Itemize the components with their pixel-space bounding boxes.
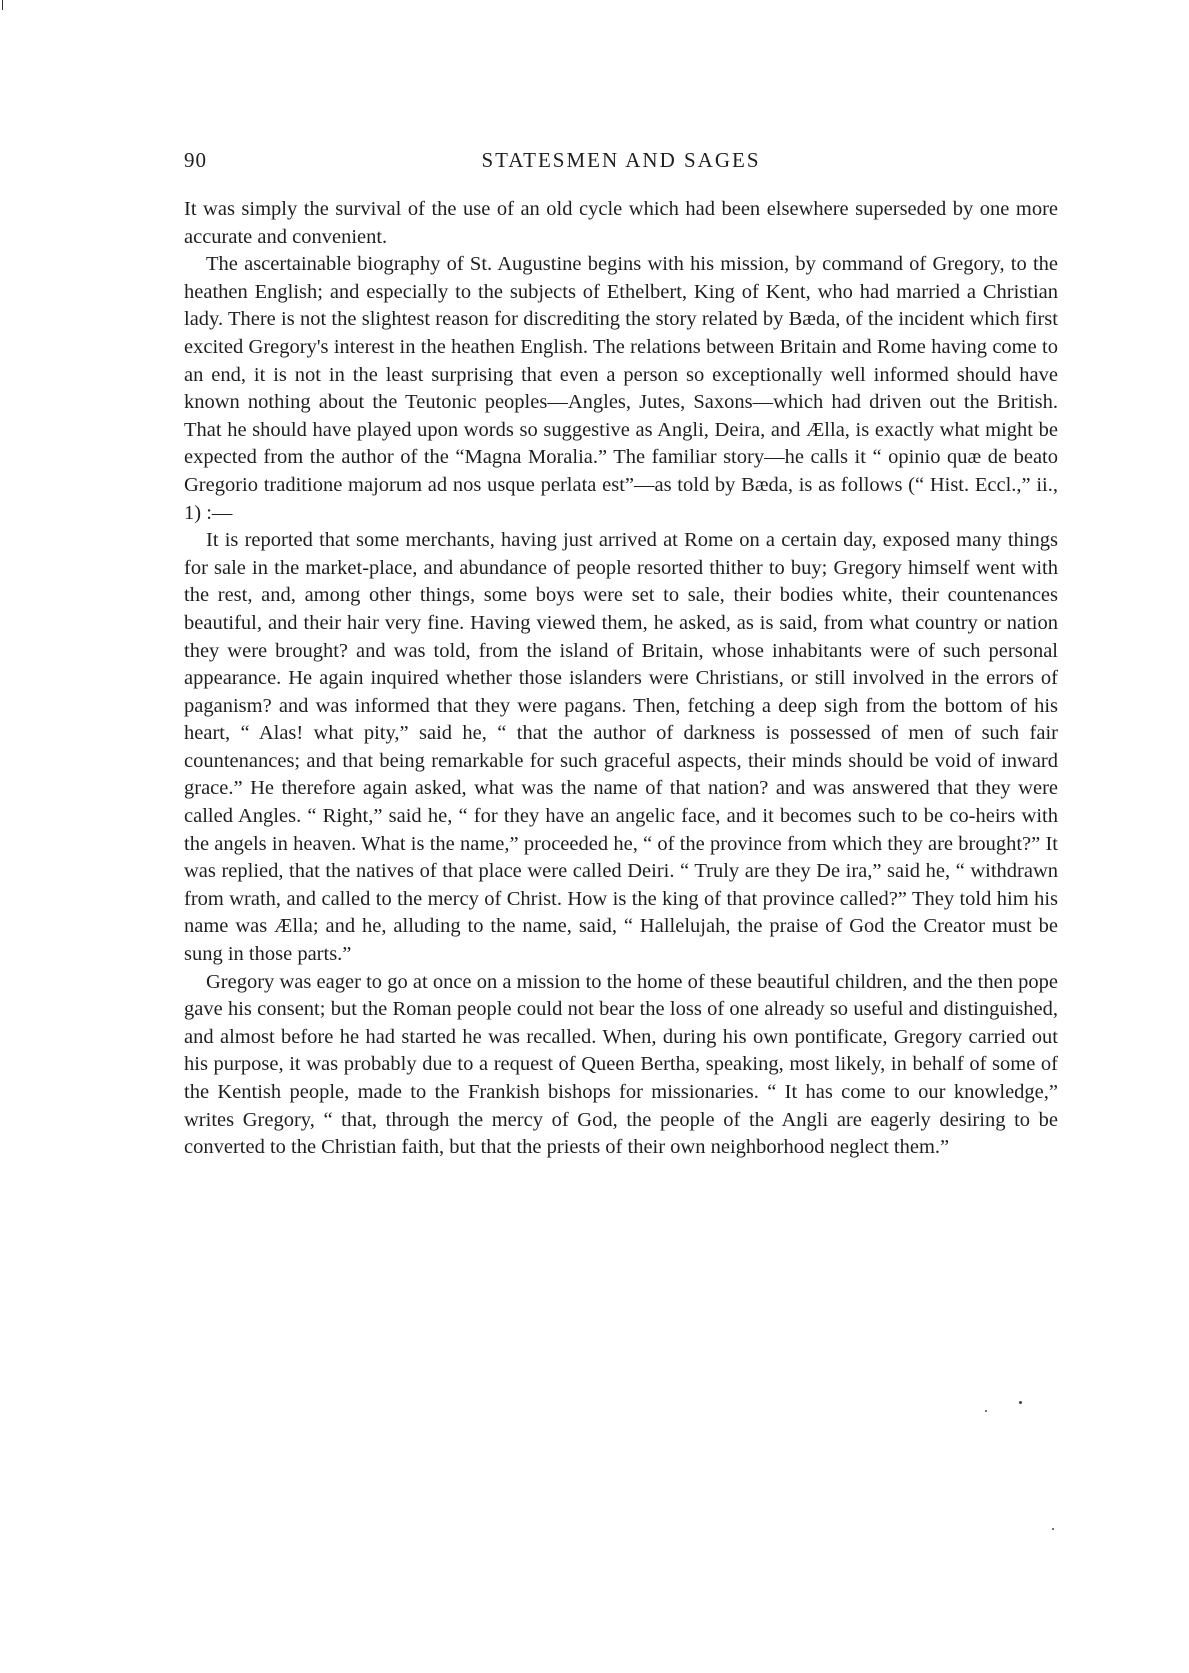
- paragraph-augustine-biography: The ascertainable biography of St. Augustine begins with his mission, by command of Gregory, to the heathen English; and especially to the subjects of Ethelbert, King of Kent, who had married a Christian lady. There is not the slightest reason for discrediting the story related by Bæda, of the incident which first excited Gregory's interest in the heathen English. The relations between Britain and Rome having come to an end, it is not in the least surprising that even a person so exceptionally well informed should have known nothing about the Teutonic peoples—Angles, Jutes, Saxons—which had driven out the British. That he should have played upon words so suggestive as Angli, Deira, and Ælla, is exactly what might be expected from the author of the “Magna Moralia.” The familiar story—he calls it “ opinio quæ de beato Gregorio traditione majorum ad nos usque perlata est”—as told by Bæda, is as follows (“ Hist. Eccl.,” ii., 1) :—: [184, 253, 1058, 524]
- edge-mark: [2, 0, 3, 10]
- body-text: [184, 196, 1058, 1162]
- print-speck: [1019, 1401, 1022, 1404]
- paragraph-gregory-mission: Gregory was eager to go at once on a mission to the home of these beautiful children, and the then pope gave his consent; but the Roman people could not bear the loss of one already so useful and distinguished, and almost before he had started he was recalled. When, during his own pontificate, Gregory carried out his purpose, it was probably due to a request of Queen Bertha, speaking, most likely, in behalf of some of the Kentish people, made to the Frankish bishops for missionaries. “ It has come to our knowledge,” writes Gregory, “ that, through the mercy of God, the people of the Angli are eagerly desiring to be converted to the Christian faith, but that the priests of their own neighborhood neglect them.”: [184, 970, 1058, 1159]
- paragraph-baeda-story: It is reported that some merchants, having just arrived at Rome on a certain day, exposed many things for sale in the market-place, and abundance of people resorted thither to buy; Gregory himself went with the rest, and, among other things, some boys were set to sale, their bodies white, their countenances beautiful, and their hair very fine. Having viewed them, he asked, as is said, from what country or nation they were brought? and was told, from the island of Britain, whose inhabitants were of such personal appearance. He again inquired whether those islanders were Christians, or still involved in the errors of paganism? and was informed that they were pagans. Then, fetching a deep sigh from the bottom of his heart, “ Alas! what pity,” said he, “ that the author of darkness is possessed of men of such fair countenances; and that being remarkable for such graceful aspects, their minds should be void of inward grace.” He therefore again asked, what was the name of that nation? and was answered that they were called Angles. “ Right,” said he, “ for they have an angelic face, and it becomes such to be co-heirs with the angels in heaven. What is the name,” proceeded he, “ of the province from which they are brought?” It was replied, that the natives of that place were called Deiri. “ Truly are they De ira,” said he, “ withdrawn from wrath, and called to the mercy of Christ. How is the king of that province called?” They told him his name was Ælla; and he, alluding to the name, said, “ Hallelujah, the praise of God the Creator must be sung in those parts.”: [184, 529, 1058, 966]
- paragraph-continuation: It was simply the survival of the use of an old cycle which had been elsewhere superseded by one more accurate and convenient.: [184, 198, 1058, 248]
- print-speck: [985, 1410, 987, 1412]
- running-head: STATESMEN AND SAGES: [481, 148, 761, 172]
- print-speck: [1052, 1528, 1054, 1530]
- page-header: [184, 148, 1058, 180]
- page-number: 90: [184, 148, 207, 172]
